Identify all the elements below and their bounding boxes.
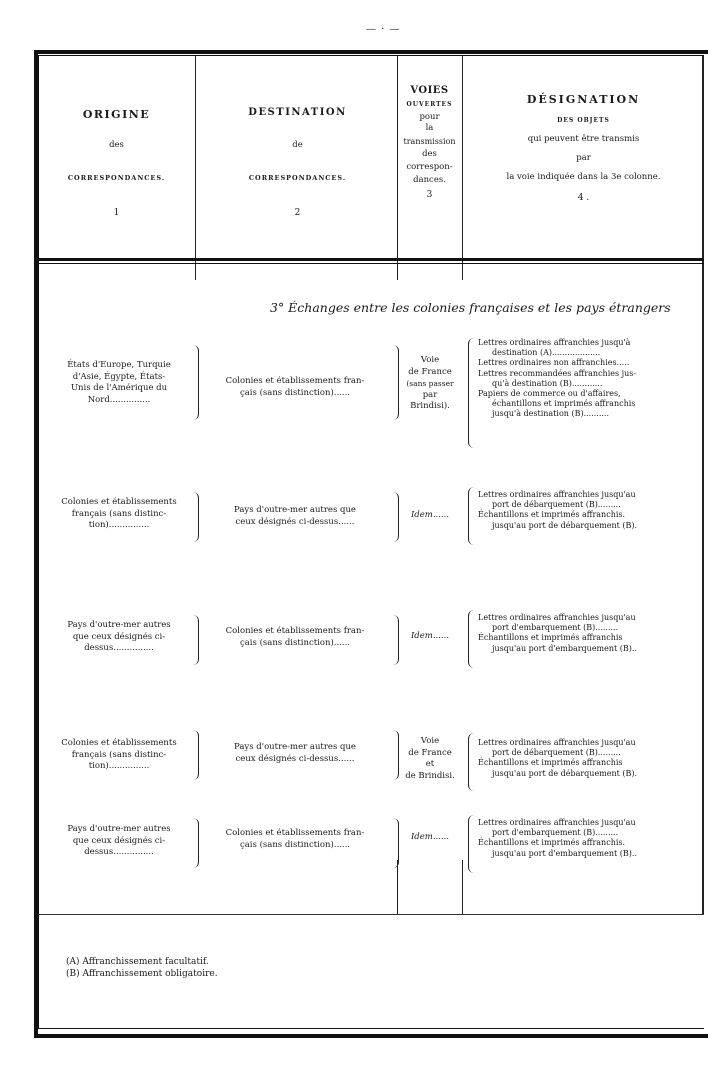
cell-line: Lettres ordinaires affranchies jusqu'à bbox=[478, 338, 631, 347]
header-voies-line: des bbox=[422, 149, 437, 159]
body-tick-3 bbox=[462, 264, 463, 280]
cell-line: d'Asie, Égypte, États- bbox=[72, 371, 166, 382]
cell-line: de France bbox=[408, 747, 452, 758]
header-voies-number: 3 bbox=[426, 190, 433, 200]
cell-line: tion)............... bbox=[88, 520, 150, 530]
cell-line: Pays d'outre-mer autres que bbox=[234, 742, 356, 752]
header-destination-number: 2 bbox=[294, 208, 301, 218]
cell-line: destination (A)................... bbox=[492, 348, 601, 358]
footnote-a: (A) Affranchissement facultatif. bbox=[66, 957, 209, 967]
cell-line: tion)............... bbox=[88, 761, 150, 771]
cell-line: Pays d'outre-mer autres bbox=[67, 620, 171, 630]
brace bbox=[392, 492, 399, 542]
row-5-objets bbox=[478, 818, 706, 859]
cell-line: de France bbox=[408, 366, 452, 377]
header-designation-number: 4 . bbox=[577, 193, 590, 203]
cell-line: port d'embarquement (B)......... bbox=[492, 623, 619, 633]
cell-line: dessus............... bbox=[84, 643, 154, 653]
cell-line: jusqu'au port de débarquement (B). bbox=[492, 768, 638, 778]
header-voies-line: transmission bbox=[403, 137, 456, 146]
header-voies-line: la bbox=[425, 123, 434, 133]
header-divider-1 bbox=[195, 56, 196, 267]
brace bbox=[192, 345, 199, 420]
cell-line: Lettres ordinaires non affranchies..... bbox=[478, 358, 630, 368]
header-rule-thick bbox=[38, 258, 704, 261]
row-1-objets bbox=[478, 338, 706, 420]
cell-line: Brindisi). bbox=[410, 401, 450, 411]
row-4-origine bbox=[44, 738, 194, 773]
header-voies-line: dances. bbox=[413, 175, 446, 185]
cell-line: Lettres ordinaires affranchies jusqu'au bbox=[478, 613, 636, 622]
cell-line: Lettres recommandées affranchies jus- bbox=[478, 368, 637, 378]
cell-line: Lettres ordinaires affranchies jusqu'au bbox=[478, 490, 636, 499]
row-4-objets bbox=[478, 738, 706, 779]
cell-line: Pays d'outre-mer autres que bbox=[234, 505, 356, 515]
row-1-destination bbox=[200, 376, 390, 399]
cell-line: Pays d'outre-mer autres bbox=[67, 824, 171, 834]
cell-line: jusqu'à destination (B).......... bbox=[492, 409, 610, 419]
cell-line: Voie bbox=[420, 736, 440, 746]
cell-line: Échantillons et imprimés affranchis bbox=[478, 633, 623, 643]
cell-line: de Brindisi. bbox=[405, 770, 455, 781]
cell-line: port de débarquement (B)......... bbox=[492, 500, 621, 510]
row-5-destination bbox=[200, 828, 390, 851]
row-3-destination bbox=[200, 626, 390, 649]
cell-line: qu'à destination (B)............ bbox=[492, 378, 603, 388]
cell-line: Voie bbox=[420, 355, 440, 365]
cell-line: jusqu'au port d'embarquement (B).. bbox=[492, 848, 637, 858]
header-destination-mid: de bbox=[292, 140, 303, 150]
body-tick-5 bbox=[462, 860, 463, 914]
cell-line: Colonies et établissements bbox=[61, 497, 177, 507]
header-designation-line: la voie indiquée dans la 3e colonne. bbox=[506, 172, 661, 182]
cell-line: Idem...... bbox=[410, 631, 450, 641]
cell-line: çais (sans distinction)...... bbox=[239, 387, 351, 398]
cell-line: port d'embarquement (B)......... bbox=[492, 828, 619, 838]
body-tick-2 bbox=[397, 264, 398, 280]
cell-line: Unis de l'Amérique du bbox=[70, 383, 168, 393]
cell-line: Colonies et établissements fran- bbox=[225, 626, 365, 636]
cell-line: Papiers de commerce ou d'affaires, bbox=[478, 389, 621, 399]
row-2-origine bbox=[44, 497, 194, 532]
cell-line: Colonies et établissements fran- bbox=[225, 376, 365, 386]
cell-line: échantillons et imprimés affranchis bbox=[492, 399, 636, 409]
header-destination bbox=[200, 85, 395, 219]
cell-line: et bbox=[425, 759, 435, 769]
header-designation bbox=[466, 72, 701, 204]
row-4-voie bbox=[402, 736, 458, 782]
header-origine-bottom: CORRESPONDANCES. bbox=[67, 174, 166, 182]
header-rule-thin bbox=[38, 263, 704, 264]
header-origine-number: 1 bbox=[113, 208, 120, 218]
header-destination-bottom: CORRESPONDANCES. bbox=[248, 174, 347, 182]
row-2-voie bbox=[402, 510, 458, 522]
cell-line: Idem...... bbox=[410, 832, 450, 842]
header-designation-line: par bbox=[576, 153, 591, 163]
header-divider-3 bbox=[462, 56, 463, 267]
cell-line: français (sans distinc- bbox=[71, 508, 167, 519]
cell-line: Lettres ordinaires affranchies jusqu'au bbox=[478, 738, 636, 747]
header-designation-line: qui peuvent être transmis bbox=[527, 134, 640, 144]
cell-line: Nord............... bbox=[87, 394, 151, 405]
header-origine-title: ORIGINE bbox=[82, 108, 151, 121]
page-number: — · — bbox=[366, 24, 401, 35]
brace bbox=[468, 815, 475, 873]
cell-line: Colonies et établissements bbox=[61, 738, 177, 748]
cell-line: Colonies et établissements fran- bbox=[225, 828, 365, 838]
cell-line: Échantillons et imprimés affranchis. bbox=[478, 838, 626, 848]
header-designation-sub: DES OBJETS bbox=[557, 117, 610, 124]
brace bbox=[192, 730, 199, 780]
header-voies-line: correspon- bbox=[406, 162, 453, 172]
cell-line: par bbox=[422, 389, 438, 400]
cell-line: jusqu'au port d'embarquement (B).. bbox=[492, 643, 637, 653]
footnote-rule bbox=[38, 914, 704, 915]
row-3-voie bbox=[402, 631, 458, 643]
cell-line: États d'Europe, Turquie bbox=[67, 360, 171, 370]
cell-line: çais (sans distinction)...... bbox=[239, 839, 351, 850]
header-voies bbox=[402, 65, 457, 201]
brace bbox=[468, 733, 475, 791]
brace bbox=[392, 818, 399, 868]
row-3-objets bbox=[478, 613, 706, 654]
cell-line: port de débarquement (B)......... bbox=[492, 748, 621, 758]
brace bbox=[468, 610, 475, 668]
cell-line: Échantillons et imprimés affranchis. bbox=[478, 510, 626, 520]
brace bbox=[192, 492, 199, 542]
row-3-origine bbox=[44, 620, 194, 655]
cell-line: français (sans distinc- bbox=[71, 749, 167, 760]
brace bbox=[192, 615, 199, 665]
row-5-origine bbox=[44, 824, 194, 859]
cell-line: Idem...... bbox=[410, 510, 450, 520]
header-divider-2 bbox=[397, 56, 398, 267]
brace bbox=[392, 615, 399, 665]
section-title: 3° Échanges entre les colonies françaises et les pays étrangers bbox=[270, 300, 671, 315]
body-tick-1 bbox=[195, 264, 196, 280]
brace bbox=[392, 345, 399, 420]
header-destination-title: DESTINATION bbox=[248, 107, 347, 118]
cell-line: jusqu'au port de débarquement (B). bbox=[492, 520, 638, 530]
row-5-voie bbox=[402, 832, 458, 844]
brace bbox=[468, 487, 475, 545]
cell-line: dessus............... bbox=[84, 847, 154, 857]
row-2-destination bbox=[200, 505, 390, 528]
row-1-origine bbox=[44, 360, 194, 406]
brace bbox=[392, 730, 399, 780]
header-voies-line: pour bbox=[419, 112, 440, 122]
cell-line: Échantillons et imprimés affranchis bbox=[478, 758, 623, 768]
row-4-destination bbox=[200, 742, 390, 765]
cell-line: ceux désignés ci-dessus...... bbox=[235, 753, 355, 764]
cell-line: que ceux désignés ci- bbox=[72, 835, 166, 846]
header-voies-line: OUVERTES bbox=[406, 101, 453, 108]
cell-line: que ceux désignés ci- bbox=[72, 631, 166, 642]
header-origine-mid: des bbox=[109, 140, 124, 150]
cell-line: ceux désignés ci-dessus...... bbox=[235, 516, 355, 527]
header-designation-title: DÉSIGNATION bbox=[526, 93, 641, 106]
right-divider bbox=[702, 56, 704, 914]
cell-line: çais (sans distinction)...... bbox=[239, 637, 351, 648]
row-2-objets bbox=[478, 490, 706, 531]
footnote-b: (B) Affranchissement obligatoire. bbox=[66, 969, 218, 979]
brace bbox=[192, 818, 199, 868]
cell-line: Lettres ordinaires affranchies jusqu'au bbox=[478, 818, 636, 827]
brace bbox=[468, 338, 475, 448]
header-origine bbox=[44, 85, 189, 219]
body-tick-4 bbox=[397, 860, 398, 914]
header-voies-title: VOIES bbox=[410, 85, 449, 96]
row-1-voie bbox=[402, 355, 458, 413]
cell-line: (sans passer bbox=[406, 379, 454, 388]
